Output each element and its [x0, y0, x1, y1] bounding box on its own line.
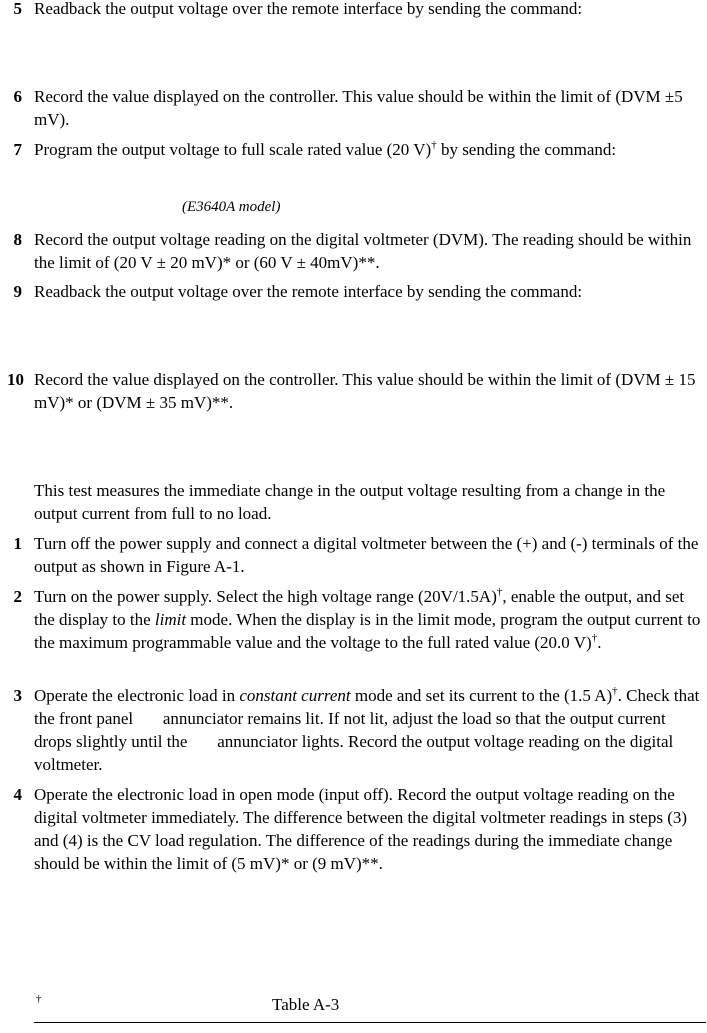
step-text: Readback the output voltage over the remote interface by sending the command:: [34, 282, 583, 301]
step-text: Turn on the power supply. Select the high voltage range (20V/1.5A)†, enable the output, and set the display to the limit mode. When the display is in the limit mode, program the output current to the maximum programmable value and the voltage to the full rated value (20.0 V)†.: [34, 586, 701, 652]
step-number: 7: [13, 140, 22, 159]
dagger-mark: †: [612, 685, 618, 697]
step-number: 6: [13, 87, 22, 106]
step-text: Record the value displayed on the controller. This value should be within the limit of (DVM ±5 mV).: [34, 87, 683, 129]
footer-rule: [34, 1022, 706, 1023]
step-number: 4: [13, 785, 22, 804]
model-note: (E3640A model): [182, 199, 281, 215]
step-text: Readback the output voltage over the remote interface by sending the command:: [34, 0, 583, 18]
step-text: Record the output voltage reading on the digital voltmeter (DVM). The reading should be within the limit of (20 V ± 20 mV)* or (60 V ± 40mV)**.: [34, 230, 692, 272]
step-number: 2: [13, 587, 22, 606]
constant-current-term: constant current: [239, 686, 351, 705]
table-reference: Table A-3: [272, 995, 340, 1014]
step-number: 8: [13, 230, 22, 249]
dagger-mark: †: [431, 139, 437, 151]
intro-paragraph: This test measures the immediate change in the output voltage resulting from a change in the output current from full to no load.: [34, 481, 666, 523]
step-number: 10: [7, 370, 24, 389]
step-text: Operate the electronic load in open mode (input off). Record the output voltage reading on the digital voltmeter immediately. The difference between the digital voltmeter readings in steps (3) and (4) is the CV load regulation. The difference of the readings during the immediate change should be within the limit of (5 mV)* or (9 mV)**.: [34, 785, 688, 873]
step-text: Turn off the power supply and connect a digital voltmeter between the (+) and (-) terminals of the output as shown in Figure A-1.: [34, 534, 699, 576]
step-number: 5: [13, 0, 22, 18]
step-number: 9: [13, 282, 22, 301]
step-text: Program the output voltage to full scale rated value (20 V)† by sending the command:: [34, 139, 617, 159]
dagger-mark: †: [591, 632, 598, 644]
step-text: Operate the electronic load in constant current mode and set its current to the (1.5 A)†. Check that the front panel annunciator remains lit. If not lit, adjust the load so that the output current drops slightly until the annunciator lights. Record the output voltage reading on the digital voltmeter.: [34, 685, 704, 774]
step-number: 3: [13, 686, 22, 705]
dagger-mark: †: [496, 586, 503, 598]
step-number: 1: [13, 534, 22, 553]
step-text: Record the value displayed on the controller. This value should be within the limit of (DVM ± 15 mV)* or (DVM ± 35 mV)**.: [34, 370, 696, 412]
limit-mode-term: limit: [154, 610, 187, 629]
footnote-dagger: †: [36, 993, 42, 1005]
